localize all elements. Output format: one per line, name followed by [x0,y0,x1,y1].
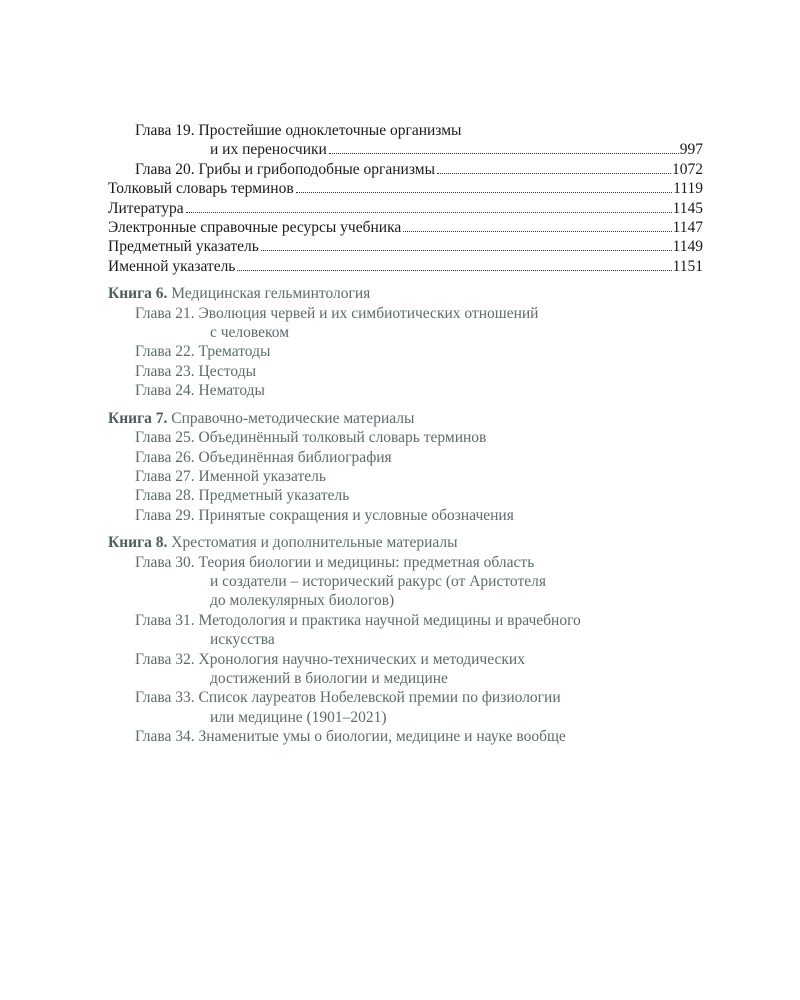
toc-entry-label: Толковый словарь терминов [108,180,294,198]
chapter-entry-continuation: или медицине (1901–2021) [210,708,387,726]
chapter-entry: Глава 31. Методология и практика научной медицины и врачебного [135,611,581,629]
dot-leader [296,191,672,193]
toc-page-number: 1119 [673,180,703,198]
toc-entry [108,237,703,256]
chapter-entry: Глава 26. Объединённая библиография [135,448,392,466]
book-number: Книга 7. [108,409,168,427]
dot-leader [329,152,679,154]
toc-page-number: 1147 [672,219,703,237]
toc-entry [108,179,703,198]
chapter-entry: Глава 25. Объединённый толковый словарь терминов [135,429,487,447]
dot-leader [261,249,672,251]
book-6-section [108,284,703,400]
book-title: Хрестоматия и дополнительные материалы [171,534,458,552]
toc-entry-label: Литература [108,199,184,217]
dot-leader [403,230,671,232]
chapter-entry-continuation: с человеком [210,324,290,342]
book-8-section [108,533,703,746]
toc-entry-label: Электронные справочные ресурсы учебника [108,219,402,237]
toc-page-number: 1145 [672,199,703,217]
book-title: Справочно-методические материалы [171,409,415,427]
toc-page-number: 1149 [672,238,703,256]
chapter-entry-continuation: до молекулярных биологов) [210,592,395,610]
table-of-contents [108,121,703,747]
dot-leader [437,172,671,174]
toc-entry-label: Глава 20. Грибы и грибоподобные организмы [135,160,435,178]
chapter-entry: Глава 22. Трематоды [135,343,271,361]
book-number: Книга 6. [108,285,168,303]
book-heading [108,409,703,428]
chapter-entry: Глава 28. Предметный указатель [135,487,350,505]
chapter-entry-continuation: искусства [210,631,275,649]
toc-entry-label: Именной указатель [108,257,236,275]
toc-entry-ch19-line2 [108,140,703,159]
chapter-entry: Глава 30. Теория биологии и медицины: предметная область [135,553,535,571]
toc-entry [108,257,703,276]
chapter-entry: Глава 27. Именной указатель [135,467,326,485]
chapter-entry-continuation: и создатели – исторический ракурс (от Аристотеля [210,572,546,590]
toc-page-number: 1151 [672,257,703,275]
chapter-entry-continuation: достижений в биологии и медицине [210,669,448,687]
toc-entry-label: и их переносчики [210,141,327,159]
dot-leader [186,211,672,213]
toc-entry-ch20 [108,160,703,179]
book-heading [108,284,703,303]
chapter-entry: Глава 21. Эволюция червей и их симбиотических отношений [135,304,539,322]
chapter-entry: Глава 32. Хронология научно-технических и методических [135,650,525,668]
toc-entry-label: Предметный указатель [108,238,259,256]
chapter-entry: Глава 29. Принятые сокращения и условные обозначения [135,506,514,524]
book-number: Книга 8. [108,534,168,552]
toc-entry [108,199,703,218]
chapter-entry: Глава 34. Знаменитые умы о биологии, медицине и науке вообще [135,728,566,746]
book-title: Медицинская гельминтология [171,285,371,303]
chapter-entry: Глава 24. Нематоды [135,382,265,400]
toc-entry-ch19-line1: Глава 19. Простейшие одноклеточные организмы [135,122,462,139]
toc-entry [108,218,703,237]
chapter-entry: Глава 23. Цестоды [135,362,257,380]
book-7-section [108,409,703,525]
dot-leader [237,269,671,271]
toc-page-number: 1072 [672,160,703,178]
book-heading [108,533,703,552]
toc-page-number: 997 [679,141,703,159]
chapter-entry: Глава 33. Список лауреатов Нобелевской премии по физиологии [135,689,561,707]
